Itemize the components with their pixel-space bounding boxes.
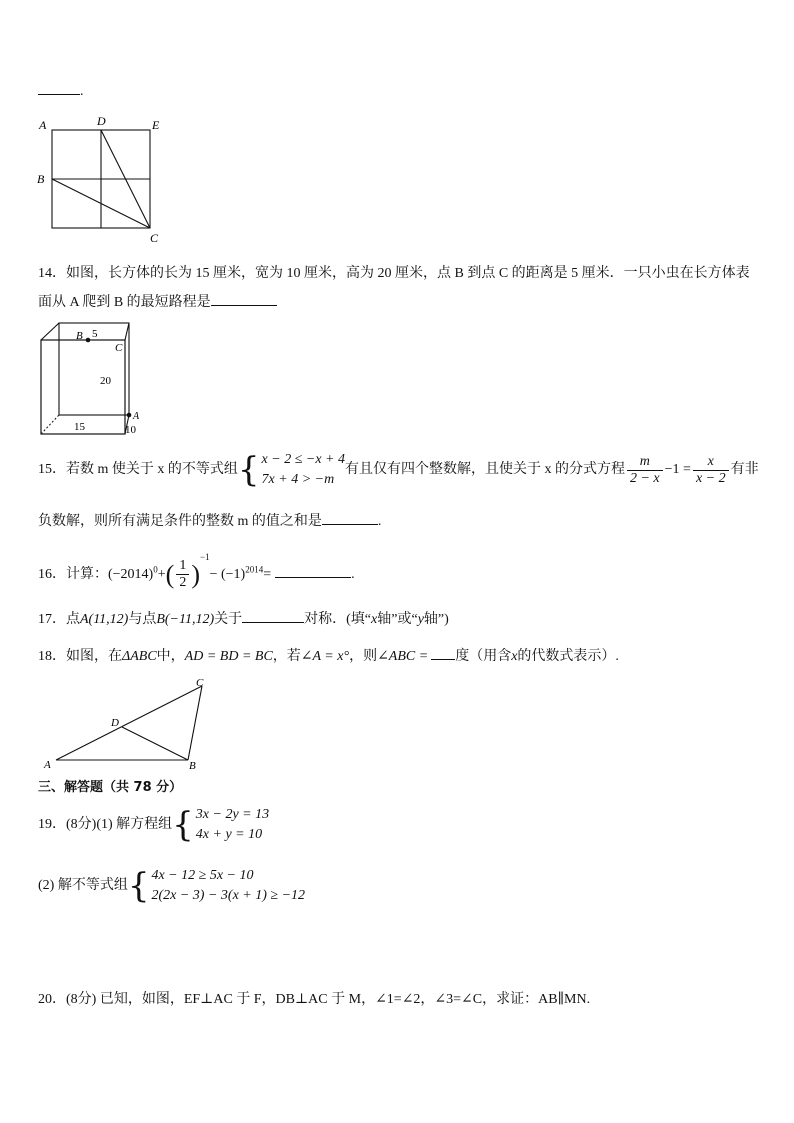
answer-blank bbox=[211, 293, 277, 306]
answer-blank bbox=[38, 82, 80, 95]
fraction-m-over-2-x: $\frac{m}{2 - x}$ bbox=[627, 454, 663, 487]
figure-q14-cuboid bbox=[34, 318, 154, 442]
q15-line2: 负数解，则所有满足条件的整数 m 的值之和是 . bbox=[38, 514, 382, 529]
brace-icon: { bbox=[172, 805, 194, 845]
label-C: C bbox=[115, 342, 123, 354]
figure-q18-triangle bbox=[38, 672, 218, 772]
question-number: 18． bbox=[38, 649, 66, 664]
label-20: 20 bbox=[100, 375, 111, 387]
label-E: E bbox=[152, 118, 160, 132]
question-number: 19． bbox=[38, 817, 66, 833]
q14-text-2: 面从 A 爬到 B 的最短路程是 bbox=[38, 295, 211, 310]
question-number: 15． bbox=[38, 462, 66, 478]
answer-blank bbox=[275, 565, 351, 578]
label-D: D bbox=[97, 114, 106, 128]
inequality-system: x − 2 ≤ −x + 4 7x + 4 > −m bbox=[261, 452, 345, 487]
q18-line: 18．如图，在ΔABC中，AD = BD = BC，若∠A = x°，则∠ABC = 度（用含x的代数式表示）. bbox=[38, 649, 619, 664]
inequality-system: 4x − 12 ≥ 5x − 10 2(2x − 3) − 3(x + 1) ≥ −12 bbox=[151, 868, 306, 903]
prev-answer-fragment: . bbox=[38, 82, 84, 100]
answer-blank bbox=[431, 647, 455, 660]
q16-line: 16．计算：$(-2014)^0+$( $\frac{1}{2}$ )$^{-1}- (-1)^{2014}=$ . bbox=[38, 552, 355, 591]
answer-blank bbox=[242, 610, 304, 623]
section-title: 三、解答题（共 78 分） bbox=[38, 780, 183, 795]
q17-line: 17．点A(11,12)与点B(−11,12)关于 对称．(填“x轴”或“y轴”) bbox=[38, 612, 449, 627]
label-B: B bbox=[37, 172, 45, 186]
q19-part1: 19．(8分)(1) 解方程组{ 3x − 2y = 13 4x + y = 10 bbox=[38, 805, 270, 845]
label-5: 5 bbox=[92, 328, 98, 340]
answer-blank bbox=[322, 512, 378, 525]
q14-line2 bbox=[38, 291, 277, 311]
fraction-x-over-x-2: $\frac{x}{x - 2}$ bbox=[693, 454, 729, 487]
label-C: C bbox=[196, 677, 204, 689]
label-A: A bbox=[133, 411, 140, 422]
label-C: C bbox=[150, 231, 159, 245]
label-A: A bbox=[39, 118, 47, 132]
figure-q13-grid bbox=[34, 112, 169, 247]
q15-line1: 15．若数 m 使关于 x 的不等式组{ x − 2 ≤ −x + 4 7x + 4 > −m 有且仅有四个整数解，且使关于 x 的分式方程 $\frac{m}{2 - x}$ −1 = $\frac{x}{x - 2}$ 有非 bbox=[38, 450, 759, 490]
brace-icon: { bbox=[237, 450, 260, 490]
label-B: B bbox=[189, 760, 196, 772]
q14-line1 bbox=[38, 262, 750, 282]
q14-text-1: 如图，长方体的长为 15 厘米，宽为 10 厘米，高为 20 厘米，点 B 到点 C 的距离是 5 厘米．一只小虫在长方体表 bbox=[66, 266, 750, 281]
q20-line: 20．(8分) 已知，如图，EF⊥AC 于 F，DB⊥AC 于 M，∠1=∠2，∠3=∠C，求证：AB∥MN. bbox=[38, 992, 591, 1007]
label-B: B bbox=[76, 330, 83, 342]
question-number: 20． bbox=[38, 992, 66, 1007]
label-10: 10 bbox=[125, 424, 136, 436]
question-number: 16． bbox=[38, 567, 66, 582]
equation-system: 3x − 2y = 13 4x + y = 10 bbox=[195, 807, 270, 842]
question-number: 17． bbox=[38, 612, 66, 627]
fraction-one-half: $\frac{1}{2}$ bbox=[176, 558, 189, 591]
label-15: 15 bbox=[74, 421, 85, 433]
question-number: 14． bbox=[38, 266, 66, 281]
label-D: D bbox=[111, 717, 119, 729]
label-A: A bbox=[44, 759, 51, 771]
brace-icon: { bbox=[127, 866, 150, 906]
q19-part2: (2) 解不等式组{ 4x − 12 ≥ 5x − 10 2(2x − 3) − 3(x + 1) ≥ −12 bbox=[38, 866, 306, 906]
